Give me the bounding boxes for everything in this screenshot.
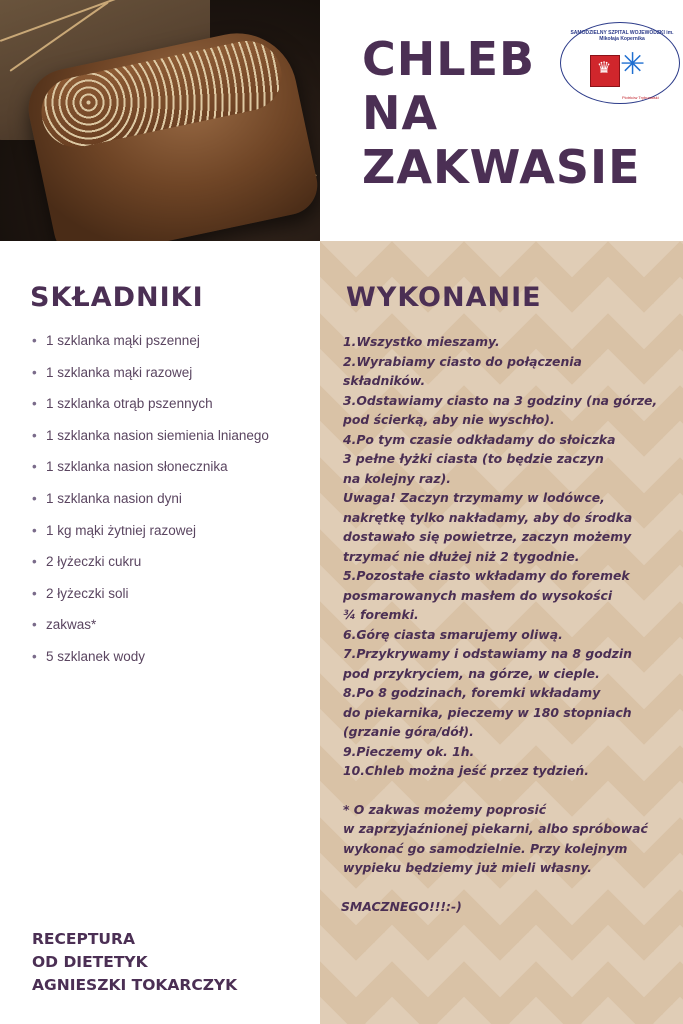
logo-city: Piotrków Trybunalski: [622, 95, 659, 100]
ingredient-item: • 1 szklanka mąki razowej: [30, 362, 310, 394]
step-item: 9.Pieczemy ok. 1h.: [343, 743, 475, 759]
ingredient-item: • 1 szklanka nasion dyni: [30, 488, 310, 520]
ingredient-item: • 1 szklanka mąki pszennej: [30, 330, 310, 362]
ingredient-item: • 2 łyżeczki soli: [30, 583, 310, 615]
ingredients-heading: SKŁADNIKI: [30, 282, 204, 313]
closing-text: SMACZNEGO!!!:-): [341, 898, 462, 914]
footer-line-1: RECEPTURA: [32, 930, 135, 948]
ingredient-item: • 1 szklanka nasion siemienia lnianego: [30, 425, 310, 457]
author-credit: [32, 928, 237, 997]
step-item: 3.Odstawiamy ciasto na 3 godziny (na górze, pod ścierką, aby nie wyschło).: [343, 392, 658, 427]
step-item: 7.Przykrywamy i odstawiamy na 8 godzin pod przykryciem, na górze, w cieple.: [343, 646, 632, 681]
zakwas-note: * O zakwas możemy poprosić w zaprzyjaźnionej piekarni, albo spróbować wykonać go samodzielnie. Przy kolejnym wypieku będziemy już mieli własny.: [343, 801, 648, 875]
step-item: 5.Pozostałe ciasto wkładamy do foremek posmarowanych masłem do wysokości ¾ foremki.: [343, 568, 630, 622]
step-item: 4.Po tym czasie odkładamy do słoiczka 3 pełne łyżki ciasta (to będzie zaczyn na kolejny raz).: [343, 431, 616, 486]
ingredient-item: • 5 szklanek wody: [30, 646, 310, 678]
ingredient-item: • zakwas*: [30, 614, 310, 646]
title-line-1: CHLEB: [362, 32, 536, 86]
ingredient-item: • 2 łyżeczki cukru: [30, 551, 310, 583]
step-item: 2.Wyrabiamy ciasto do połączenia składników.: [343, 353, 582, 388]
step-item: 6.Górę ciasta smarujemy oliwą.: [343, 626, 563, 642]
logo-hospital-name: SAMODZIELNY SZPITAL WOJEWÓDZKI im. Mikołaja Kopernika: [570, 30, 674, 42]
step-item: 1.Wszystko mieszamy.: [343, 334, 500, 349]
footer-line-3: AGNIESZKI TOKARCZYK: [32, 976, 238, 994]
ingredients-list: [30, 330, 310, 678]
step-item: Uwaga! Zaczyn trzymamy w lodówce, nakrętkę tylko nakładamy, aby do środka dostawało się powietrze, zaczyn możemy trzymać nie dłużej niż 2 tygodnie.: [343, 490, 633, 564]
hospital-logo: [560, 22, 682, 102]
title-line-2: NA: [362, 86, 439, 140]
ingredient-item: • 1 kg mąki żytniej razowej: [30, 520, 310, 552]
method-heading: WYKONANIE: [346, 282, 542, 313]
step-item: 8.Po 8 godzinach, foremki wkładamy do piekarnika, pieczemy w 180 stopniach (grzanie góra/dół).: [343, 685, 632, 739]
ingredient-item: • 1 szklanka otrąb pszennych: [30, 393, 310, 425]
ingredient-item: • 1 szklanka nasion słonecznika: [30, 456, 310, 488]
footer-line-2: OD DIETETYK: [32, 953, 148, 971]
star-of-life-icon: ✳: [620, 48, 646, 81]
bread-photo: [0, 0, 320, 241]
title-line-3: ZAKWASIE: [362, 140, 641, 194]
step-item: 10.Chleb można jeść przez tydzień.: [343, 763, 589, 778]
eagle-icon: ♛: [596, 60, 612, 77]
method-steps: [343, 332, 668, 916]
